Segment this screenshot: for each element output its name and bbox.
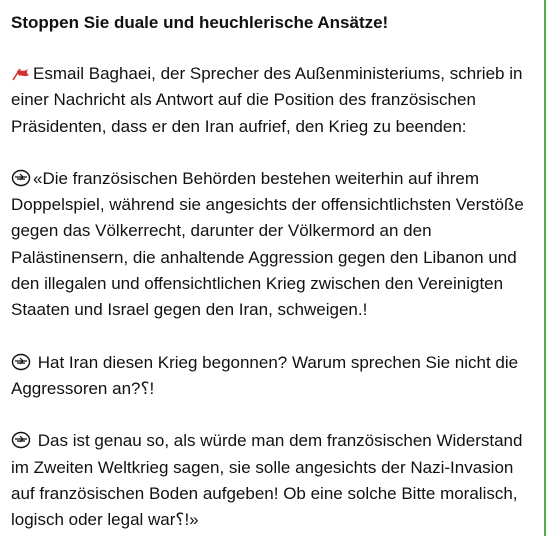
paragraph-text: Das ist genau so, als würde man dem französischen Widerstand im Zweiten Weltkrieg sagen, sie solle angesichts der Nazi-Invasion auf französischen Boden aufgeben! Ob eine solche Bitte moralisch, logisch oder legal war⸮!» — [11, 431, 523, 530]
paragraph-text: «Die französischen Behörden bestehen weiterhin auf ihrem Doppelspiel, während sie angesichts der offensichtlichsten Verstöße gegen das Völkerrecht, darunter der Völkermord an den Palästinensern, die anhaltende Aggression gegen den Libanon und den illegalen und offensichtlichen Krieg zwischen den Vereinigten Staaten und Israel gegen den Iran, schweigen.! — [11, 168, 524, 320]
paragraph-text: Esmail Baghaei, der Sprecher des Außenministeriums, schrieb in einer Nachricht als Antwort auf die Position des französischen Präsidenten, dass er den Iran aufrief, den Krieg zu beenden: — [11, 64, 523, 136]
circled-plane-icon — [11, 353, 31, 371]
red-flag-icon — [11, 66, 31, 82]
post-paragraph-comparison — [11, 428, 536, 533]
circled-plane-icon — [11, 431, 31, 449]
post-paragraph-intro — [11, 61, 536, 140]
post-paragraph-question — [11, 350, 536, 403]
post-paragraph-quote — [11, 166, 536, 324]
post-headline: Stoppen Sie duale und heuchlerische Ansätze! — [11, 13, 389, 32]
paragraph-text: Hat Iran diesen Krieg begonnen? Warum sprechen Sie nicht die Aggressoren an?⸮! — [11, 352, 519, 398]
circled-plane-icon — [11, 169, 31, 187]
